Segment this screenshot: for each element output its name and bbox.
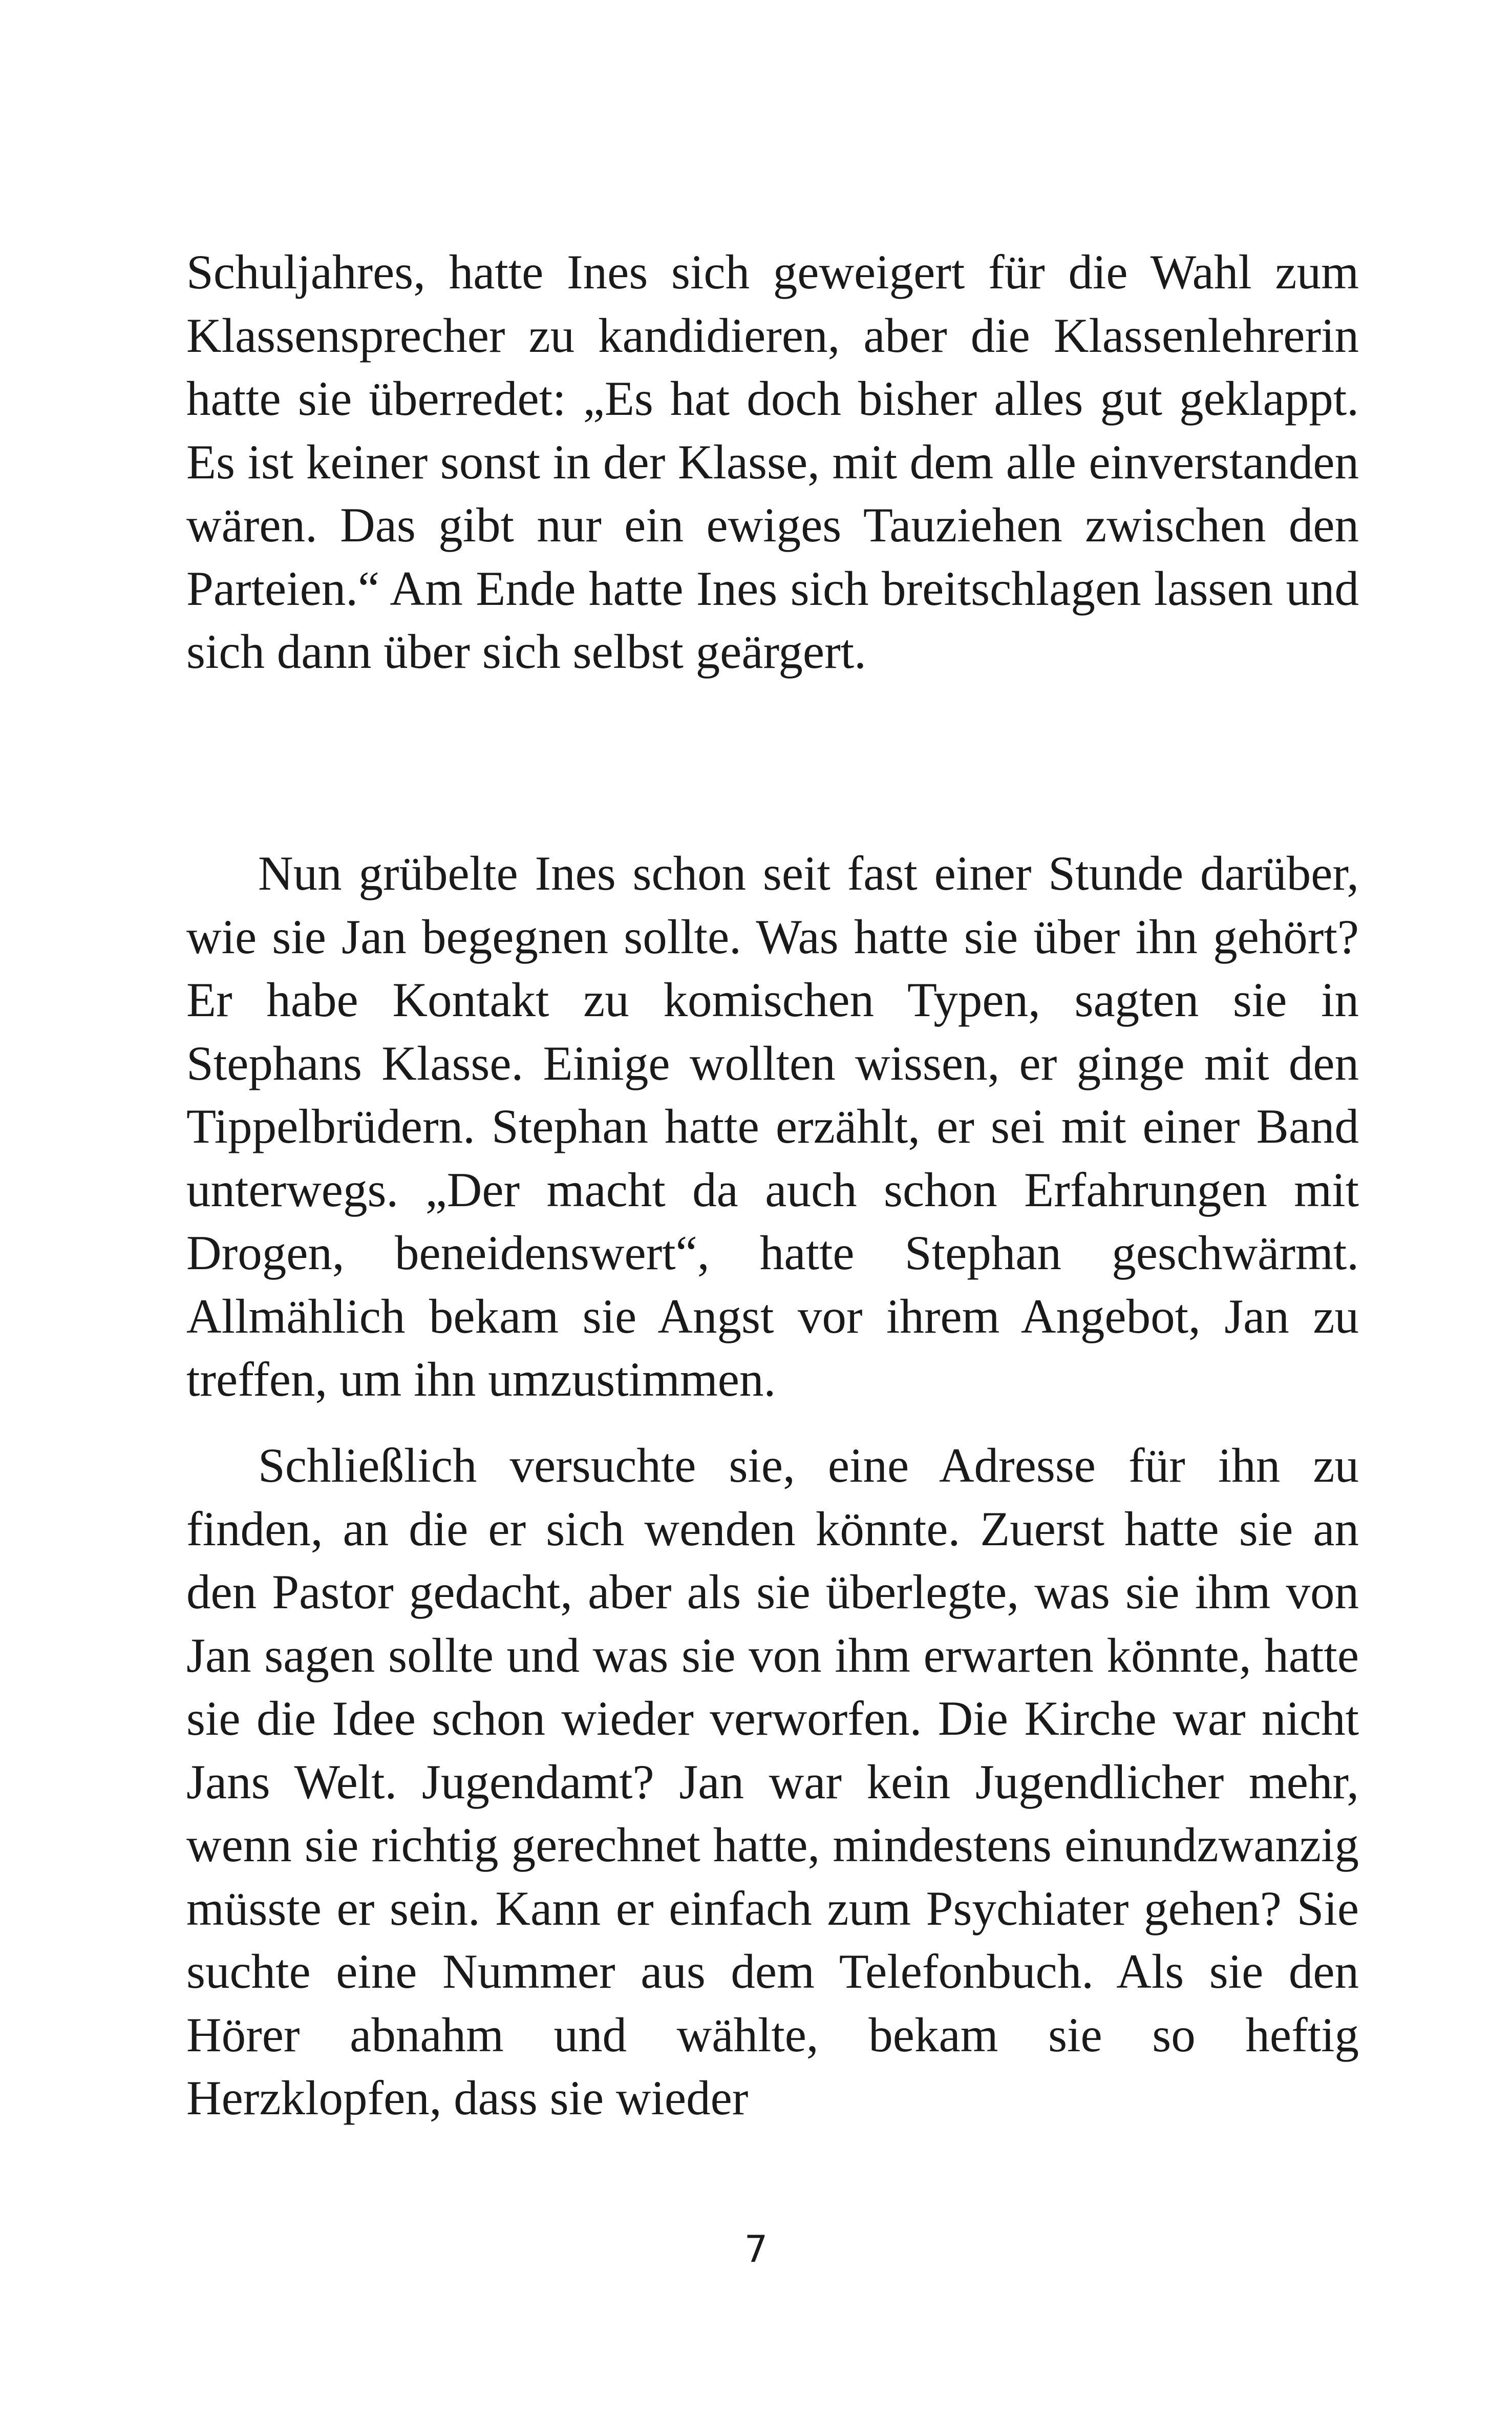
paragraph-1-block: [186, 241, 1359, 684]
paragraph-3: Schließlich versuchte sie, eine Adresse für ihn zu finden, an die er sich wenden könnte. Zuerst hatte sie an den Pastor gedacht, aber als sie überlegte, was sie ihm von Jan sagen sollte und was sie von ihm erwarten könnte, hatte sie die Idee schon wieder verworfen. Die Kirche war nicht Jans Welt. Jugendamt? Jan war kein Jugendlicher mehr, wenn sie richtig gerechnet hatte, mindestens einundzwanzig müsste er sein. Kann er einfach zum Psychiater gehen? Sie suchte eine Nummer aus dem Telefonbuch. Als sie den Hörer abnahm und wählte, bekam sie so heftig Herzklopfen, dass sie wieder: [186, 1438, 1359, 2125]
paragraph-1: Schuljahres, hatte Ines sich geweigert für die Wahl zum Klassensprecher zu kandidieren, aber die Klassenlehrerin hatte sie überredet: „Es hat doch bisher alles gut geklappt. Es ist keiner sonst in der Klasse, mit dem alle einverstanden wären. Das gibt nur ein ewiges Tauziehen zwischen den Parteien.“ Am Ende hatte Ines sich breitschlagen lassen und sich dann über sich selbst geärgert.: [186, 245, 1359, 679]
paragraph-2: Nun grübelte Ines schon seit fast einer Stunde darüber, wie sie Jan begegnen sollte. Was hatte sie über ihn gehört? Er habe Kontakt zu komischen Typen, sagten sie in Stephans Klasse. Einige wollten wissen, er ginge mit den Tippelbrüdern. Stephan hatte erzählt, er sei mit einer Band unterwegs. „Der macht da auch schon Erfahrungen mit Drogen, beneidenswert“, hatte Stephan geschwärmt. Allmählich bekam sie Angst vor ihrem Angebot, Jan zu treffen, um ihn umzustimmen.: [186, 846, 1359, 1406]
paragraph-2-block: [186, 842, 1359, 1412]
paragraph-3-block: [186, 1434, 1359, 2130]
page-number: 7: [744, 2227, 768, 2270]
